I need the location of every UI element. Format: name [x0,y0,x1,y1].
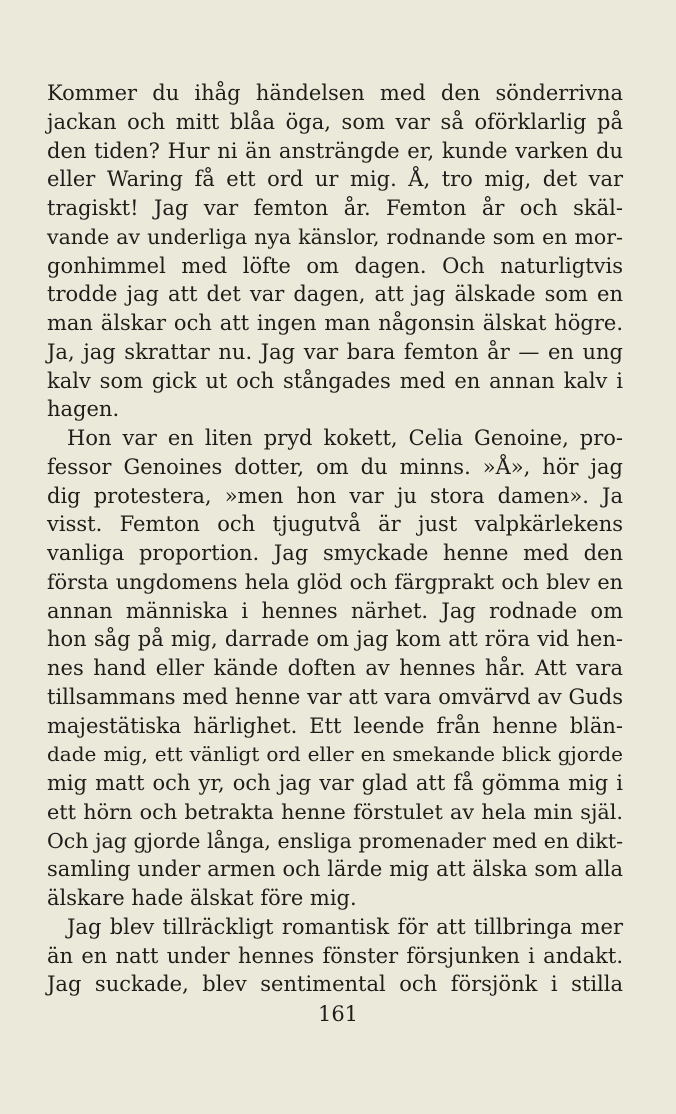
text-line: man älskar och att ingen man någonsin älskat högre. [47,311,623,335]
text-line: dade mig, ett vänligt ord eller en smekande blick gjorde [47,742,623,767]
text-line: hagen. [47,397,120,422]
text-line: jackan och mitt blåa öga, som var så oförklarlig på [47,109,623,134]
text-line: kalv som gick ut och stångades med en annan kalv i [47,368,623,393]
text-line: Ja, jag skrattar nu. Jag var bara femton år — en ung [47,339,623,364]
text-line: Hon var en liten pryd kokett, Celia Genoine, pro- [67,426,623,450]
text-line: än en natt under hennes fönster försjunken i andakt. [47,943,623,968]
text-line: dig protestera, »men hon var ju stora damen». Ja [47,483,623,508]
text-line: annan människa i hennes närhet. Jag rodnade om [47,598,623,623]
text-line: tragiskt! Jag var femton år. Femton år och skäl- [47,196,623,220]
text-line: samling under armen och lärde mig att älska som alla [47,857,623,882]
text-line: hon såg på mig, darrade om jag kom att röra vid hen- [47,627,623,652]
text-line: ett hörn och betrakta henne förstulet av hela min själ. [47,799,623,824]
text-line: första ungdomens hela glöd och färgprakt och blev en [47,569,623,594]
text-line: vande av underliga nya känslor, rodnande som en mor- [47,224,623,249]
text-line: nes hand eller kände doften av hennes hår. Att vara [47,656,623,680]
text-line: majestätiska härlighet. Ett leende från henne blän- [47,713,623,738]
text-line: mig matt och yr, och jag var glad att få gömma mig i [47,771,623,795]
text-line: Kommer du ihåg händelsen med den sönderrivna [47,81,623,105]
text-line: gonhimmel med löfte om dagen. Och naturligtvis [47,253,623,278]
text-line: trodde jag att det var dagen, att jag älskade som en [47,282,623,307]
text-line: tillsammans med henne var att vara omvärvd av Guds [47,684,623,709]
text-line: Och jag gjorde långa, ensliga promenader med en dikt- [47,828,623,853]
body-text [47,79,623,999]
text-line: eller Waring få ett ord ur mig. Å, tro mig, det var [47,167,623,192]
text-line: älskare hade älskat före mig. [47,886,357,910]
text-line: den tiden? Hur ni än ansträngde er, kunde varken du [47,138,623,163]
text-line: Jag suckade, blev sentimental och försjönk i stilla [47,972,623,997]
text-line: vanliga proportion. Jag smyckade henne med den [47,541,623,565]
page-number: 161 [317,1002,359,1026]
text-line: visst. Femton och tjugutvå är just valpkärlekens [47,512,623,537]
text-line: fessor Genoines dotter, om du minns. »Å», hör jag [47,454,623,479]
text-line: Jag blev tillräckligt romantisk för att tillbringa mer [67,914,623,939]
